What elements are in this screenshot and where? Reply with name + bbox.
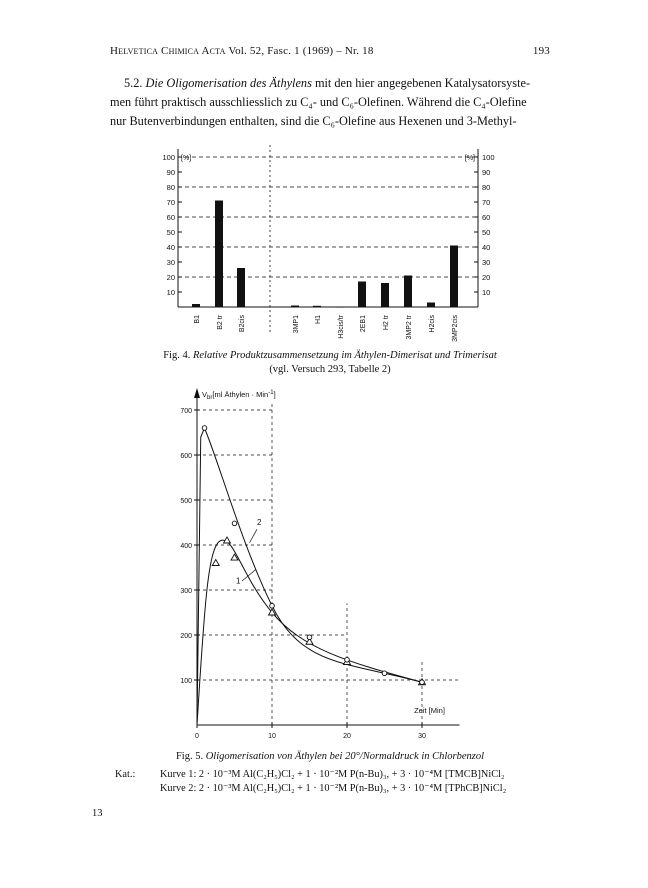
fig5-series-1-leader bbox=[242, 570, 256, 581]
fig5-y-tick-label: 600 bbox=[180, 453, 192, 460]
fig4-label: Fig. 4. bbox=[163, 350, 191, 361]
body-line-2: men führt praktisch ausschliesslich zu C₄- und C₆-Olefinen. Während die C₄-Olefine bbox=[110, 95, 527, 109]
fig5-x-tick-label: 20 bbox=[343, 733, 351, 740]
fig4-category-label: H2 tr bbox=[383, 315, 390, 331]
running-header bbox=[110, 45, 550, 63]
fig4-right-tick-label: 20 bbox=[482, 273, 491, 282]
fig5-series-1-point bbox=[212, 560, 219, 566]
fig4-category-label: 3MP2 tr bbox=[406, 315, 413, 340]
fig5-series-2-point bbox=[202, 426, 207, 431]
fig5-series-2-point bbox=[420, 680, 425, 685]
fig4-left-tick-label: 70 bbox=[166, 198, 175, 207]
fig5-y-label-sup: -1 bbox=[268, 390, 274, 396]
journal-name: Helvetica Chimica Acta bbox=[110, 45, 226, 57]
body-line-1 bbox=[110, 74, 550, 93]
fig4-category-label: 3MP1 bbox=[293, 315, 300, 334]
fig4-category-label: H2cis bbox=[429, 315, 436, 333]
fig5-y-tick-label: 100 bbox=[180, 678, 192, 685]
fig4-left-tick-label: 30 bbox=[166, 258, 175, 267]
fig4-left-tick-label: 90 bbox=[166, 168, 175, 177]
fig4-right-tick-label: 60 bbox=[482, 213, 491, 222]
fig4-bar-H1 bbox=[313, 306, 321, 307]
fig5-x-tick-label: 0 bbox=[195, 733, 199, 740]
fig5-series-1-label: 1 bbox=[236, 576, 241, 586]
volume-issue: Vol. 52, Fasc. 1 (1969) – Nr. 18 bbox=[228, 45, 374, 57]
fig4-right-tick-label: 90 bbox=[482, 168, 491, 177]
fig5-series-2-line bbox=[197, 428, 422, 725]
fig5-label: Fig. 5. bbox=[175, 751, 204, 762]
catalyst-curve-1: Kurve 1: 2 · 10⁻³M Al(C₂H₅)Cl₂ + 1 · 10⁻²M P(n-Bu)₃, + 3 · 10⁻⁴M [TMCB]NiCl₂ bbox=[160, 769, 505, 780]
fig4-note: (vgl. Versuch 293, Tabelle 2) bbox=[269, 364, 391, 375]
fig4-category-label: 3MP2cis bbox=[452, 315, 459, 342]
fig4-right-tick-label: 100 bbox=[482, 153, 495, 162]
fig4-bar-H3cistr bbox=[336, 307, 344, 308]
fig4-left-tick-label: 60 bbox=[166, 213, 175, 222]
body-line-1-rest: mit den hier angegebenen Katalysatorsyste- bbox=[314, 76, 531, 90]
fig5-x-axis-label: Zeit [Min] bbox=[414, 706, 445, 715]
fig5-x-tick-label: 10 bbox=[268, 733, 276, 740]
fig4-bar-B2cis bbox=[237, 268, 245, 307]
body-paragraph bbox=[110, 74, 550, 131]
fig4-bar-3MP2cis bbox=[450, 246, 458, 308]
fig4-right-tick-label: 30 bbox=[482, 258, 491, 267]
fig5-y-axis-label bbox=[202, 390, 276, 401]
section-number: 5.2. bbox=[124, 76, 143, 90]
signature-mark: 13 bbox=[92, 808, 103, 819]
fig5-series-2-point bbox=[307, 635, 312, 640]
fig5-y-axis-arrow bbox=[194, 388, 200, 398]
fig5-y-tick-label: 700 bbox=[180, 408, 192, 415]
fig4-right-unit-label: [%] bbox=[464, 155, 475, 162]
fig4-bar-B2tr bbox=[215, 201, 223, 308]
fig5-y-tick-label: 200 bbox=[180, 633, 192, 640]
fig5-series-2-point bbox=[382, 671, 387, 676]
fig4-bar-3MP2tr bbox=[404, 276, 412, 308]
fig4-category-label: B1 bbox=[194, 315, 201, 324]
fig5-y-label-v: V bbox=[202, 390, 208, 399]
fig4-right-tick-label: 40 bbox=[482, 243, 491, 252]
catalyst-curve-2: Kurve 2: 2 · 10⁻³M Al(C₂H₅)Cl₂ + 1 · 10⁻²M P(n-Bu)₃, + 3 · 10⁻⁴M [TPhCB]NiCl₂ bbox=[160, 783, 507, 794]
fig5-series-2-label: 2 bbox=[257, 517, 262, 527]
fig5-series-2-leader bbox=[250, 529, 258, 543]
fig4-category-label: H1 bbox=[315, 315, 322, 324]
catalyst-row-2 bbox=[115, 782, 555, 796]
fig4-left-tick-label: 100 bbox=[162, 153, 175, 162]
section-title: Die Oligomerisation des Äthylens bbox=[145, 76, 312, 90]
page-number: 193 bbox=[532, 45, 550, 57]
fig4-bar-H2tr bbox=[381, 283, 389, 307]
fig4-left-tick-label: 10 bbox=[166, 288, 175, 297]
fig4-bar-H2cis bbox=[427, 303, 435, 308]
fig5-series-2-point bbox=[232, 521, 237, 526]
fig5-series-2-point bbox=[345, 657, 350, 662]
fig4-category-label: B2 tr bbox=[217, 315, 224, 330]
catalyst-label: Kat.: bbox=[115, 769, 136, 780]
fig4-right-tick-label: 70 bbox=[482, 198, 491, 207]
fig5-line-chart bbox=[155, 382, 495, 744]
fig4-left-tick-label: 80 bbox=[166, 183, 175, 192]
fig4-right-tick-label: 50 bbox=[482, 228, 491, 237]
fig5-x-tick-label: 30 bbox=[418, 733, 426, 740]
fig5-y-tick-label: 300 bbox=[180, 588, 192, 595]
fig4-bar-B1 bbox=[192, 304, 200, 307]
fig4-bar-2EB1 bbox=[358, 282, 366, 308]
fig4-left-tick-label: 50 bbox=[166, 228, 175, 237]
fig4-category-label: B2cis bbox=[239, 315, 246, 333]
fig5-y-label-unit: [ml Äthylen · Min bbox=[212, 390, 269, 399]
body-line-3: nur Butenverbindungen enthalten, sind die C₆-Olefine aus Hexenen und 3-Methyl- bbox=[110, 114, 517, 128]
fig4-category-label: 2EB1 bbox=[360, 315, 367, 333]
catalyst-list bbox=[115, 768, 555, 796]
fig4-category-label: H3cis/tr bbox=[338, 315, 345, 339]
fig5-series-1-line bbox=[197, 540, 422, 725]
fig4-left-unit-label: [%] bbox=[181, 155, 192, 162]
fig4-title: Relative Produktzusammensetzung im Äthylen-Dimerisat und Trimerisat bbox=[192, 350, 497, 361]
fig4-left-tick-label: 40 bbox=[166, 243, 175, 252]
fig4-left-tick-label: 20 bbox=[166, 273, 175, 282]
fig4-right-tick-label: 10 bbox=[482, 288, 491, 297]
fig4-right-tick-label: 80 bbox=[482, 183, 491, 192]
fig4-bar-3MP1 bbox=[291, 306, 299, 308]
fig5-y-tick-label: 400 bbox=[180, 543, 192, 550]
fig4-caption bbox=[110, 349, 550, 377]
fig5-y-label-close: ] bbox=[273, 390, 276, 399]
fig5-caption bbox=[110, 750, 550, 764]
fig5-y-tick-label: 500 bbox=[180, 498, 192, 505]
catalyst-row-1 bbox=[115, 768, 555, 782]
fig5-series-2-point bbox=[270, 603, 275, 608]
fig5-y-label-sub: br bbox=[207, 395, 213, 401]
fig4-bar-chart bbox=[140, 135, 520, 347]
fig5-title: Oligomerisation von Äthylen bei 20°/Normaldruck in Chlorbenzol bbox=[205, 751, 485, 762]
